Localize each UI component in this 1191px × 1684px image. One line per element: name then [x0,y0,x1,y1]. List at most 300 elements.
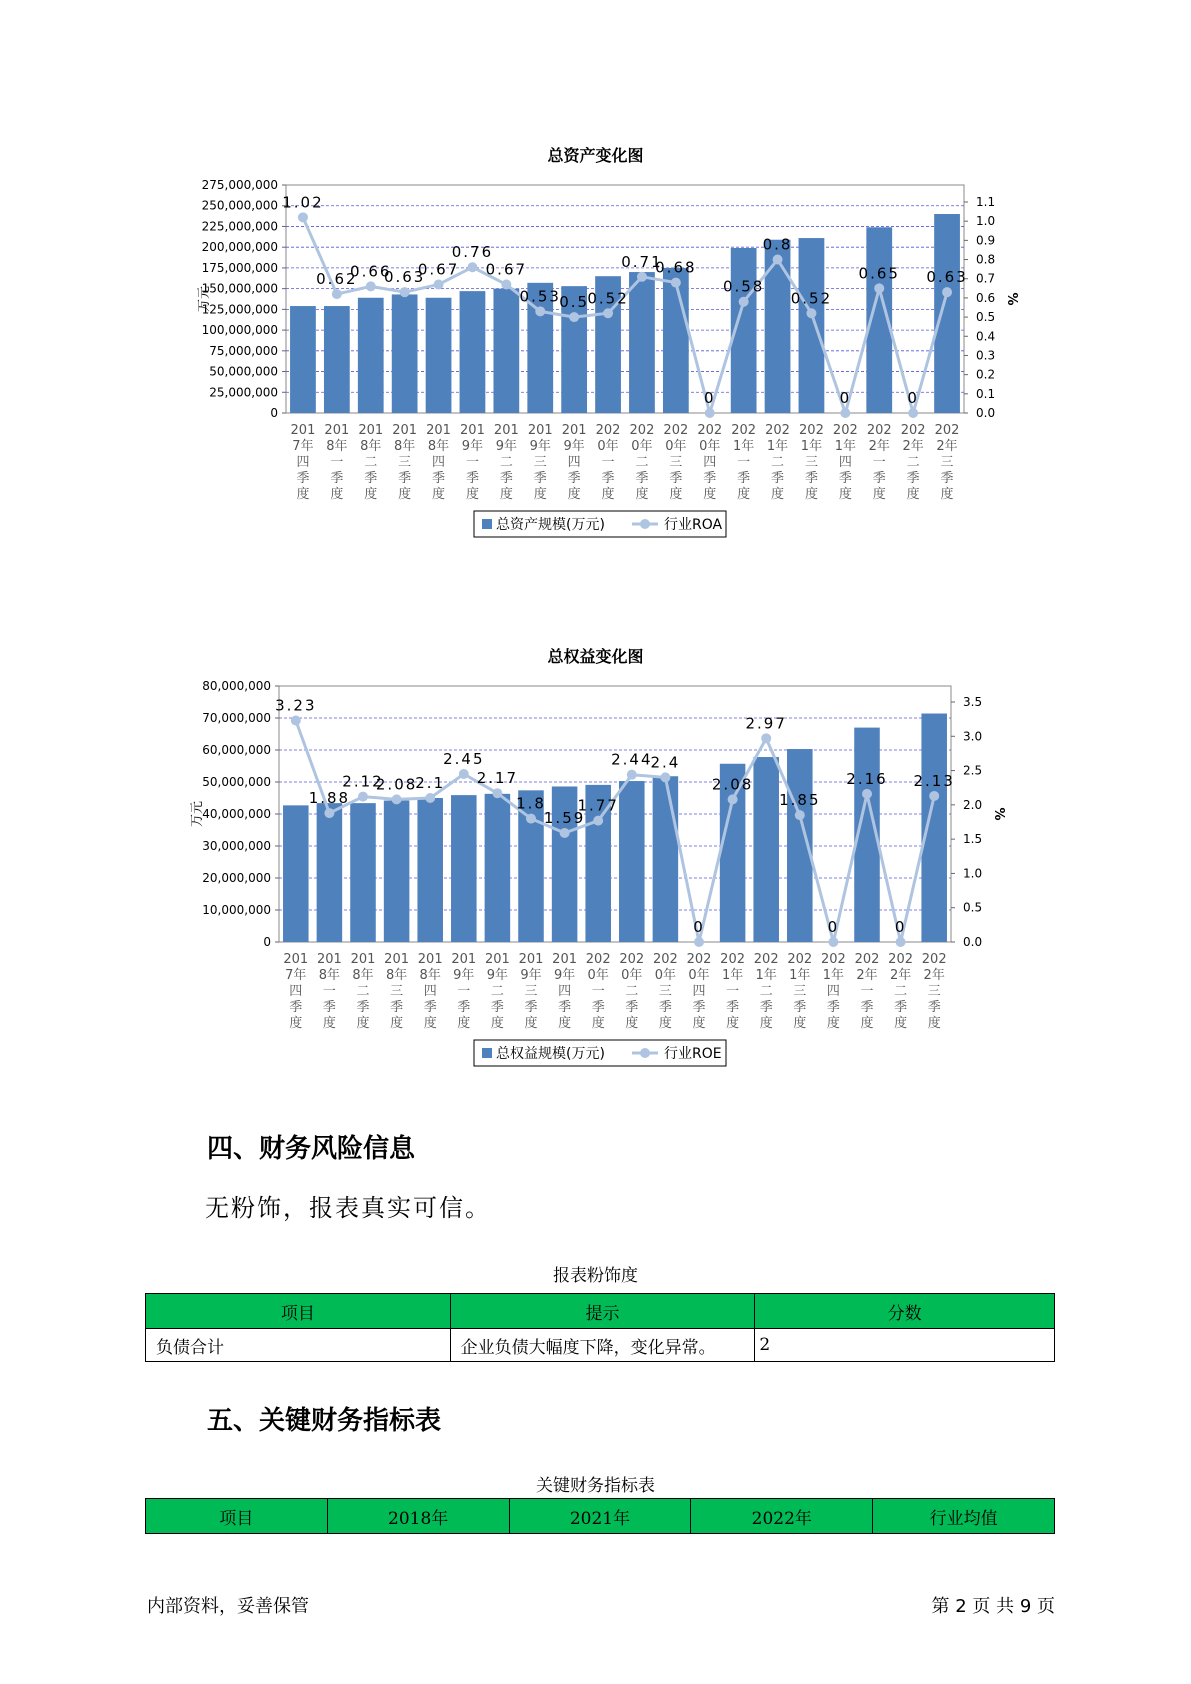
x-tick-label: 度 [927,1016,941,1031]
line-point [637,272,647,282]
bar [493,289,519,413]
x-tick-label: 度 [567,487,581,502]
table-header-row [146,1294,1055,1329]
equity-chart-title: 总权益变化图 [547,647,644,666]
x-tick-label: 1年 [721,968,744,983]
y-tick-label: 275,000,000 [201,178,278,192]
x-tick-label: 季 [423,1000,437,1015]
x-tick-label: 9年 [495,439,517,454]
legend-label-bar: 总资产规模(万元) [496,517,605,533]
x-tick-label: 季 [771,471,785,486]
bar [485,794,511,942]
x-tick-label: 201 [417,952,443,967]
x-tick-label: 二 [499,455,513,470]
x-tick-label: 度 [558,1016,572,1031]
x-tick-label: 三 [940,455,954,470]
y2-tick-label: 1.1 [976,195,996,209]
data-label: 1.8 [516,794,546,813]
x-tick-label: 度 [669,487,683,502]
data-label: 2.97 [745,714,787,733]
table-header-row [146,1499,1055,1534]
x-tick-label: 202 [629,423,655,438]
data-label: 0.67 [485,260,528,279]
y-tick-label: 0 [270,406,278,420]
x-tick-label: 201 [460,423,485,438]
x-tick-label: 季 [390,1000,404,1015]
x-tick-label: 四 [826,984,840,999]
x-tick-label: 202 [820,952,846,967]
x-tick-label: 0年 [665,439,687,454]
x-tick-label: 201 [484,952,510,967]
x-tick-label: 一 [322,984,336,999]
bar [451,795,477,942]
x-tick-label: 度 [591,1016,605,1031]
x-tick-label: 度 [289,1016,303,1031]
bar [653,776,679,942]
x-tick-label: 201 [426,423,451,438]
x-tick-label: 三 [927,984,941,999]
x-tick-label: 8年 [427,439,450,454]
y-tick-label: 50,000,000 [209,364,278,379]
line-point [593,816,603,826]
line-point [358,792,368,802]
line-point [526,814,536,824]
x-tick-label: 9年 [563,439,585,454]
line-point [501,279,511,289]
x-tick-label: 二 [635,455,649,470]
x-tick-label: 二 [906,455,920,470]
x-tick-label: 0年 [654,968,677,983]
x-tick-label: 2年 [923,968,945,983]
y2-axis-label: % [991,807,1006,821]
x-tick-label: 季 [658,1000,672,1015]
y2-tick-label: 0.9 [976,233,996,248]
x-tick-label: 201 [451,952,477,967]
x-tick-label: 度 [356,1016,370,1031]
x-tick-label: 三 [804,455,818,470]
data-label: 0.5 [559,293,590,312]
y-tick-label: 175,000,000 [201,260,278,275]
x-tick-label: 1年 [766,439,789,454]
x-tick-label: 二 [490,984,504,999]
x-tick-label: 季 [533,471,547,486]
x-tick-label: 9年 [553,968,576,983]
x-tick-label: 1年 [834,439,856,454]
legend-swatch-bar [482,519,492,529]
x-tick-label: 1年 [789,968,811,983]
data-label: 1.77 [577,796,619,815]
data-label: 2.45 [443,750,485,768]
x-tick-label: 201 [283,952,309,967]
x-tick-label: 0年 [688,968,710,983]
x-tick-label: 季 [726,1000,740,1015]
line-point [728,794,738,804]
data-label: 2.16 [846,769,888,788]
bar [417,798,443,942]
x-tick-label: 8年 [318,968,341,983]
line-point [929,791,939,801]
data-label: 2.1 [415,774,446,792]
data-label: 0.8 [762,235,793,254]
x-tick-label: 季 [289,1000,303,1015]
x-tick-label: 202 [832,423,858,438]
x-tick-label: 度 [872,487,886,502]
y2-tick-label: 0.0 [976,406,996,420]
x-tick-label: 8年 [360,439,382,454]
x-tick-label: 二 [356,984,370,999]
x-tick-label: 202 [753,952,779,967]
x-tick-label: 201 [493,423,519,438]
x-tick-label: 202 [663,423,689,438]
data-label: 2.13 [913,771,955,790]
x-tick-label: 三 [398,455,412,470]
x-tick-label: 202 [866,423,892,438]
data-label: 0.65 [858,264,900,283]
equity-chart [0,666,1191,1106]
y-tick-label: 80,000,000 [202,679,271,693]
data-label: 2.4 [650,753,681,772]
x-tick-label: 201 [358,423,384,438]
bar [358,298,384,413]
bar [324,306,350,413]
y2-tick-label: 0.3 [976,348,996,363]
bar [290,306,316,413]
data-label: 0.63 [383,268,426,287]
x-tick-label: 度 [826,1016,840,1031]
x-tick-label: 度 [524,1016,538,1031]
x-tick-label: 8年 [352,968,374,983]
table-row [146,1329,1055,1362]
x-tick-label: 201 [552,952,578,967]
x-tick-label: 202 [934,423,960,438]
x-tick-label: 季 [398,471,412,486]
bar [921,714,947,942]
x-tick-label: 7年 [292,439,314,454]
y2-tick-label: 0.5 [963,900,983,915]
page-number: 第 2 页 共 9 页 [931,1596,1055,1617]
x-tick-label: 度 [703,487,717,502]
bar [663,268,689,413]
data-label: 0 [693,918,705,936]
line-point [535,306,545,316]
line-point [291,716,301,726]
y-tick-label: 75,000,000 [209,343,278,358]
y2-tick-label: 0.6 [976,290,996,305]
x-tick-label: 度 [533,487,547,502]
x-tick-label: 一 [465,455,479,470]
line-point [492,788,502,798]
x-tick-label: 度 [940,487,954,502]
y2-tick-label: 3.0 [963,729,983,744]
x-tick-label: 四 [432,455,446,470]
line-point [694,937,704,947]
y2-tick-label: 1.0 [963,866,983,881]
x-tick-label: 季 [601,471,615,486]
x-tick-label: 度 [658,1016,672,1031]
data-label: 3.23 [275,696,317,715]
line-point [828,937,838,947]
data-label: 0.63 [926,268,968,287]
x-tick-label: 季 [296,471,310,486]
line-point [425,793,435,803]
bar [392,294,418,413]
x-tick-label: 202 [731,423,757,438]
line-point [739,297,749,307]
y-tick-label: 50,000,000 [202,775,271,789]
table-header-cell: 2021年 [509,1499,691,1534]
x-tick-label: 202 [720,952,746,967]
bar [317,803,343,942]
y2-tick-label: 0.7 [976,271,996,286]
x-tick-label: 度 [692,1016,706,1031]
bar [460,291,486,413]
data-label: 0.52 [587,289,629,308]
y-tick-label: 125,000,000 [201,302,278,317]
x-tick-label: 2年 [868,439,890,454]
y2-tick-label: 0.0 [963,935,983,949]
data-label: 1.59 [543,808,586,827]
line-point [862,789,872,799]
x-tick-label: 202 [900,423,926,438]
line-point [459,769,469,779]
x-tick-label: 0年 [699,439,721,454]
x-tick-label: 季 [432,471,446,486]
line-point [806,308,816,318]
footer-note: 内部资料，妥善保管 [147,1596,309,1617]
legend-label-line: 行业ROA [664,517,723,533]
x-tick-label: 度 [759,1016,773,1031]
x-tick-label: 季 [927,1000,941,1015]
x-tick-label: 202 [686,952,712,967]
x-tick-label: 度 [499,487,513,502]
y2-tick-label: 0.2 [976,367,996,382]
x-tick-label: 二 [759,984,773,999]
y-tick-label: 70,000,000 [202,711,271,725]
x-tick-label: 季 [894,1000,908,1015]
x-tick-label: 202 [787,952,813,967]
x-tick-label: 一 [330,455,344,470]
x-tick-label: 202 [595,423,621,438]
x-tick-label: 1年 [755,968,777,983]
x-tick-label: 季 [804,471,818,486]
x-tick-label: 四 [692,984,706,999]
x-tick-label: 四 [703,455,717,470]
y-axis-label: 万元 [190,800,205,828]
x-tick-label: 8年 [385,968,408,983]
x-tick-label: 1年 [733,439,755,454]
x-tick-label: 7年 [285,968,307,983]
table-header-cell: 2018年 [327,1499,509,1534]
y-tick-label: 60,000,000 [202,743,271,757]
data-label: 0.66 [350,262,392,281]
line-point [467,262,477,272]
y2-tick-label: 0.4 [976,329,996,344]
x-tick-label: 季 [872,471,886,486]
x-tick-label: 度 [398,487,412,502]
data-label: 0.58 [722,277,765,296]
table-cell: 企业负债大幅度下降，变化异常。 [450,1329,755,1362]
x-tick-label: 202 [921,952,947,967]
y-tick-label: 25,000,000 [209,385,278,400]
x-tick-label: 季 [322,1000,336,1015]
x-tick-label: 季 [591,1000,605,1015]
x-tick-label: 度 [726,1016,740,1031]
x-tick-label: 9年 [453,968,475,983]
x-tick-label: 季 [703,471,717,486]
x-tick-label: 201 [561,423,587,438]
data-label: 2.44 [611,750,653,769]
section4-text: 无粉饰，报表真实可信。 [205,1194,491,1222]
bar [619,781,645,942]
legend-swatch-point [640,1048,650,1058]
legend-label-line: 行业ROE [664,1046,722,1062]
window-dressing-table [145,1293,1055,1362]
data-label: 0.62 [316,270,358,289]
y-tick-label: 0 [263,935,271,949]
table-cell: 负债合计 [146,1329,451,1362]
x-tick-label: 度 [457,1016,471,1031]
x-tick-label: 季 [356,1000,370,1015]
x-tick-label: 1年 [800,439,823,454]
x-tick-label: 202 [854,952,880,967]
x-tick-label: 201 [384,952,410,967]
x-tick-label: 一 [591,984,605,999]
x-tick-label: 季 [364,471,378,486]
bar [799,238,825,413]
x-tick-label: 三 [533,455,547,470]
y-tick-label: 250,000,000 [201,198,278,213]
y2-tick-label: 2.5 [963,763,983,778]
legend-swatch-point [640,519,650,529]
data-label: 1.02 [282,193,324,212]
line-point [392,794,402,804]
section4-heading: 四、财务风险信息 [207,1134,416,1164]
x-tick-label: 一 [860,984,874,999]
data-label: 0 [839,389,852,407]
assets-chart [0,165,1191,605]
data-label: 0 [703,389,716,407]
section5-heading: 五、关键财务指标表 [207,1406,442,1436]
x-tick-label: 季 [793,1000,807,1015]
y-tick-label: 225,000,000 [201,219,278,234]
x-tick-label: 202 [888,952,914,967]
x-tick-label: 二 [625,984,639,999]
data-label: 0.67 [417,260,460,279]
data-label: 0.76 [451,243,494,262]
x-tick-label: 度 [423,1016,437,1031]
x-tick-label: 202 [799,423,824,438]
x-tick-label: 度 [894,1016,908,1031]
table-header-cell: 项目 [146,1294,451,1329]
x-tick-label: 202 [765,423,790,438]
y2-tick-label: 1.5 [963,832,983,847]
x-tick-label: 季 [826,1000,840,1015]
data-label: 0.53 [519,287,561,306]
key-indicators-table-caption: 关键财务指标表 [536,1476,655,1496]
x-tick-label: 2年 [936,439,958,454]
data-label: 0.68 [655,258,697,277]
x-tick-label: 季 [625,1000,639,1015]
x-tick-label: 四 [558,984,572,999]
bar [934,214,960,413]
x-tick-label: 度 [793,1016,807,1031]
x-tick-label: 季 [558,1000,572,1015]
line-point [896,937,906,947]
x-tick-label: 度 [432,487,446,502]
x-tick-label: 季 [860,1000,874,1015]
line-point [400,287,410,297]
table-header-cell: 分数 [755,1294,1055,1329]
line-point [705,408,715,418]
table-header-cell: 项目 [146,1499,328,1534]
table-header-cell: 行业均值 [873,1499,1055,1534]
data-label: 2.08 [711,775,754,794]
y2-tick-label: 1.0 [976,214,996,229]
line-point [434,279,444,289]
x-tick-label: 201 [392,423,418,438]
bar [283,805,309,942]
x-tick-label: 202 [585,952,611,967]
y2-tick-label: 0.5 [976,310,996,325]
x-tick-label: 季 [490,1000,504,1015]
x-tick-label: 四 [567,455,581,470]
data-label: 0 [827,918,840,936]
x-tick-label: 二 [771,455,785,470]
x-tick-label: 三 [658,984,672,999]
bar [629,272,655,413]
x-tick-label: 四 [423,984,437,999]
line-point [840,408,850,418]
line-point [874,283,884,293]
x-tick-label: 季 [759,1000,773,1015]
bar [753,757,779,942]
x-tick-label: 一 [872,455,886,470]
x-tick-label: 四 [838,455,852,470]
x-tick-label: 度 [860,1016,874,1031]
key-indicators-table [145,1498,1055,1534]
line-point [795,810,805,820]
table-header-cell: 2022年 [691,1499,873,1534]
line-point [603,308,613,318]
x-tick-label: 2年 [889,968,912,983]
y2-tick-label: 3.5 [963,695,983,709]
x-tick-label: 201 [290,423,316,438]
data-label: 2.17 [476,769,519,788]
y2-axis-label: % [1004,292,1019,306]
x-tick-label: 季 [330,471,344,486]
legend-swatch-bar [482,1048,492,1058]
line-point [324,808,334,818]
x-tick-label: 季 [524,1000,538,1015]
x-tick-label: 三 [669,455,683,470]
assets-chart-title: 总资产变化图 [547,146,644,165]
x-tick-label: 一 [457,984,471,999]
x-tick-label: 9年 [461,439,484,454]
x-tick-label: 201 [518,952,544,967]
line-point [773,255,783,265]
x-tick-label: 度 [601,487,615,502]
x-tick-label: 三 [390,984,404,999]
x-tick-label: 度 [364,487,378,502]
x-tick-label: 201 [324,423,350,438]
line-point [660,772,670,782]
x-tick-label: 二 [364,455,378,470]
x-tick-label: 0年 [621,968,643,983]
x-tick-label: 度 [322,1016,336,1031]
x-tick-label: 一 [601,455,615,470]
line-point [761,733,771,743]
x-tick-label: 季 [940,471,954,486]
